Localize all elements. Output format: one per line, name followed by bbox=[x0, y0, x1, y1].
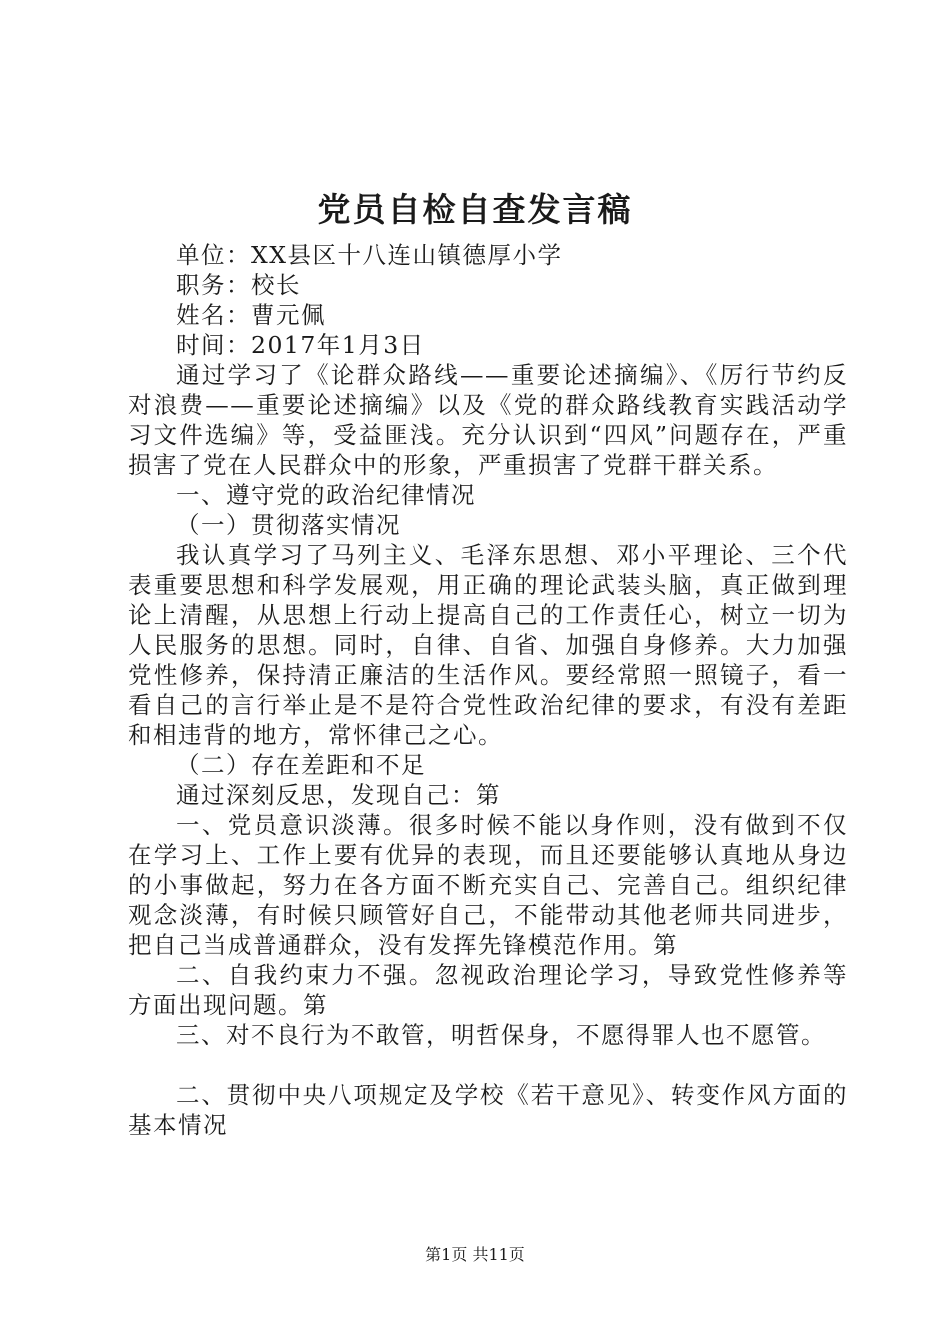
document-body bbox=[128, 240, 848, 1140]
meta-unit: 单位：XX县区十八连山镇德厚小学 bbox=[176, 241, 563, 269]
paragraph-point-2: 二、自我约束力不强。忽视政治理论学习，导致党性修养等方面出现问题。第 bbox=[128, 961, 848, 1019]
heading-section-1: 一、遵守党的政治纪律情况 bbox=[176, 481, 476, 509]
meta-position: 职务：校长 bbox=[176, 271, 301, 299]
paragraph-implementation: 我认真学习了马列主义、毛泽东思想、邓小平理论、三个代表重要思想和科学发展观，用正确的理论武装头脑，真正做到理论上清醒，从思想上行动上提高自己的工作责任心，树立一切为人民服务的思想。同时，自律、自省、加强自身修养。大力加强党性修养，保持清正廉洁的生活作风。要经常照一照镜子，看一看自己的言行举止是不是符合党性政治纪律的要求，有没有差距和相违背的地方，常怀律己之心。 bbox=[128, 541, 848, 749]
meta-name: 姓名：曹元佩 bbox=[176, 301, 326, 329]
heading-section-2: 二、贯彻中央八项规定及学校《若干意见》、转变作风方面的基本情况 bbox=[128, 1081, 848, 1139]
paragraph-reflection: 通过深刻反思，发现自己：第 bbox=[176, 781, 501, 809]
document-title: 党员自检自查发言稿 bbox=[317, 190, 633, 229]
heading-subsection-2: （二）存在差距和不足 bbox=[176, 751, 426, 779]
paragraph-intro: 通过学习了《论群众路线——重要论述摘编》、《厉行节约反对浪费——重要论述摘编》以及《党的群众路线教育实践活动学习文件选编》等，受益匪浅。充分认识到“四风”问题存在，严重损害了党在人民群众中的形象，严重损害了党群干群关系。 bbox=[128, 361, 848, 479]
paragraph-point-3: 三、对不良行为不敢管，明哲保身，不愿得罪人也不愿管。 bbox=[176, 1021, 826, 1049]
paragraph-point-1: 一、党员意识淡薄。很多时候不能以身作则，没有做到不仅在学习上、工作上要有优异的表现，而且还要能够认真地从身边的小事做起，努力在各方面不断充实自己、完善自己。组织纪律观念淡薄，有时候只顾管好自己，不能带动其他老师共同进步，把自己当成普通群众，没有发挥先锋模范作用。第 bbox=[128, 811, 848, 959]
page-footer: 第1页 共11页 bbox=[425, 1245, 525, 1264]
paragraph-gap bbox=[128, 1050, 848, 1080]
heading-subsection-1: （一）贯彻落实情况 bbox=[176, 511, 401, 539]
meta-time: 时间：2017年1月3日 bbox=[176, 331, 425, 359]
